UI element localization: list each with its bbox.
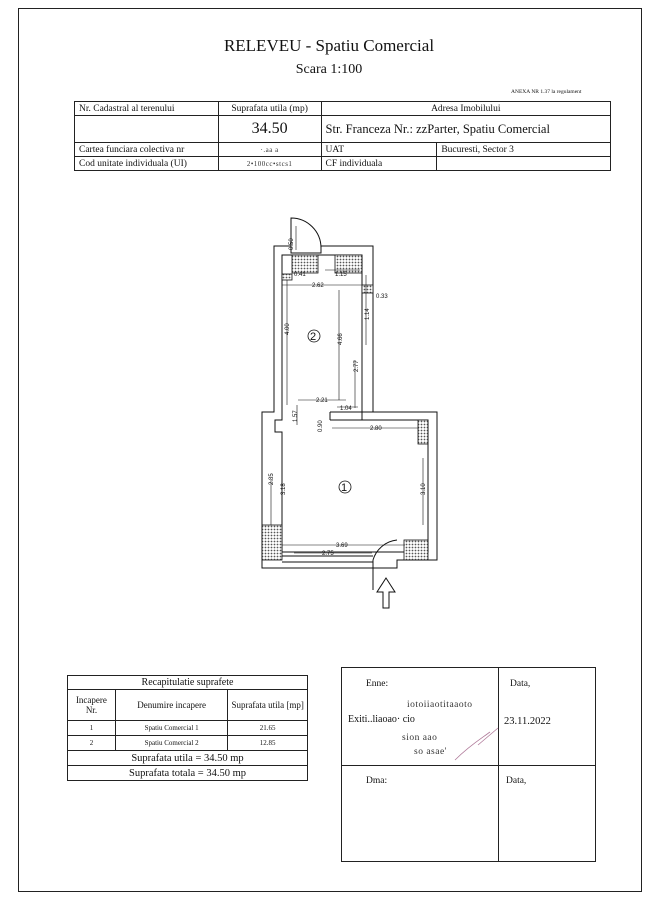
- area-label: Suprafata utila (mp): [218, 102, 321, 116]
- sig-date-label-top: Data,: [510, 679, 531, 689]
- annex-note: ANEXA NR 1.37 la regulament: [511, 89, 582, 95]
- sig-date-label-bottom: Data,: [506, 776, 527, 786]
- page-title: RELEVEU - Spatiu Comercial: [223, 36, 435, 55]
- dim-label: 1.04: [340, 406, 352, 412]
- dim-label: 2.75: [322, 551, 334, 557]
- sig-date-value: 23.11.2022: [504, 716, 551, 727]
- row-nr: 1: [68, 721, 116, 736]
- dim-label: 2.62: [312, 283, 324, 289]
- room-1-label: 1: [341, 482, 348, 494]
- sig-scribble-3: sion aao: [402, 733, 438, 743]
- cf-colectiva-label: Cartea funciara colectiva nr: [75, 143, 219, 157]
- address-value: Str. Franceza Nr.: zzParter, Spatiu Comercial: [321, 116, 610, 143]
- dim-label: 0.41: [294, 272, 306, 278]
- sig-top-left: Enne:: [366, 679, 389, 689]
- col-name-header: Denumire incapere: [115, 690, 227, 721]
- dim-label: 1.14: [365, 308, 371, 320]
- row-name: Spatiu Comercial 2: [115, 736, 227, 751]
- uat-value: Bucuresti, Sector 3: [437, 143, 611, 157]
- ui-label: Cod unitate individuala (UI): [75, 157, 219, 171]
- ui-value: 2•100cc•stcs1: [218, 157, 321, 171]
- col-nr-header: Incapere Nr.: [68, 690, 116, 721]
- dim-label: 2.77: [354, 360, 360, 372]
- row-area: 21.65: [228, 721, 308, 736]
- dim-label: 1.15: [335, 272, 347, 278]
- dim-label: 2.80: [370, 426, 382, 432]
- cadastral-label: Nr. Cadastral al terenului: [75, 102, 219, 116]
- dim-label: 1.57: [293, 410, 299, 422]
- dim-label: 4.66: [338, 333, 344, 345]
- area-value: 34.50: [218, 116, 321, 143]
- scale-label: Scara 1:100: [295, 62, 363, 77]
- room-2-label: 2: [310, 331, 317, 343]
- dim-label: 4.00: [285, 323, 291, 335]
- dim-label: 3.10: [421, 483, 427, 495]
- row-area: 12.85: [228, 736, 308, 751]
- dim-label: 2.85: [269, 473, 275, 485]
- col-area-header: Suprafata utila [mp]: [228, 690, 308, 721]
- sig-scribble-2: Exiti..liaoao· cio: [348, 714, 415, 725]
- total-util: Suprafata utila = 34.50 mp: [68, 751, 308, 766]
- row-nr: 2: [68, 736, 116, 751]
- dim-label: 0.90: [318, 420, 324, 432]
- sig-scribble-1: iotoiiaotitaaoto: [407, 700, 473, 710]
- dim-label: 2.21: [316, 398, 328, 404]
- row-name: Spatiu Comercial 1: [115, 721, 227, 736]
- sig-scribble-4: so asae': [414, 747, 447, 757]
- cf-individuala-label: CF individuala: [321, 157, 437, 171]
- sig-bottom-left: Dma:: [366, 776, 388, 786]
- dim-label: 0.33: [376, 294, 388, 300]
- uat-label: UAT: [321, 143, 437, 157]
- dim-label: 0.50: [289, 238, 295, 250]
- recap-title: Recapitulatie suprafete: [68, 676, 308, 690]
- dim-label: 3.69: [336, 543, 348, 549]
- total-total: Suprafata totala = 34.50 mp: [68, 766, 308, 781]
- cf-colectiva-value: ·.aa a: [218, 143, 321, 157]
- dim-label: 3.18: [281, 483, 287, 495]
- address-label: Adresa Imobilului: [321, 102, 610, 116]
